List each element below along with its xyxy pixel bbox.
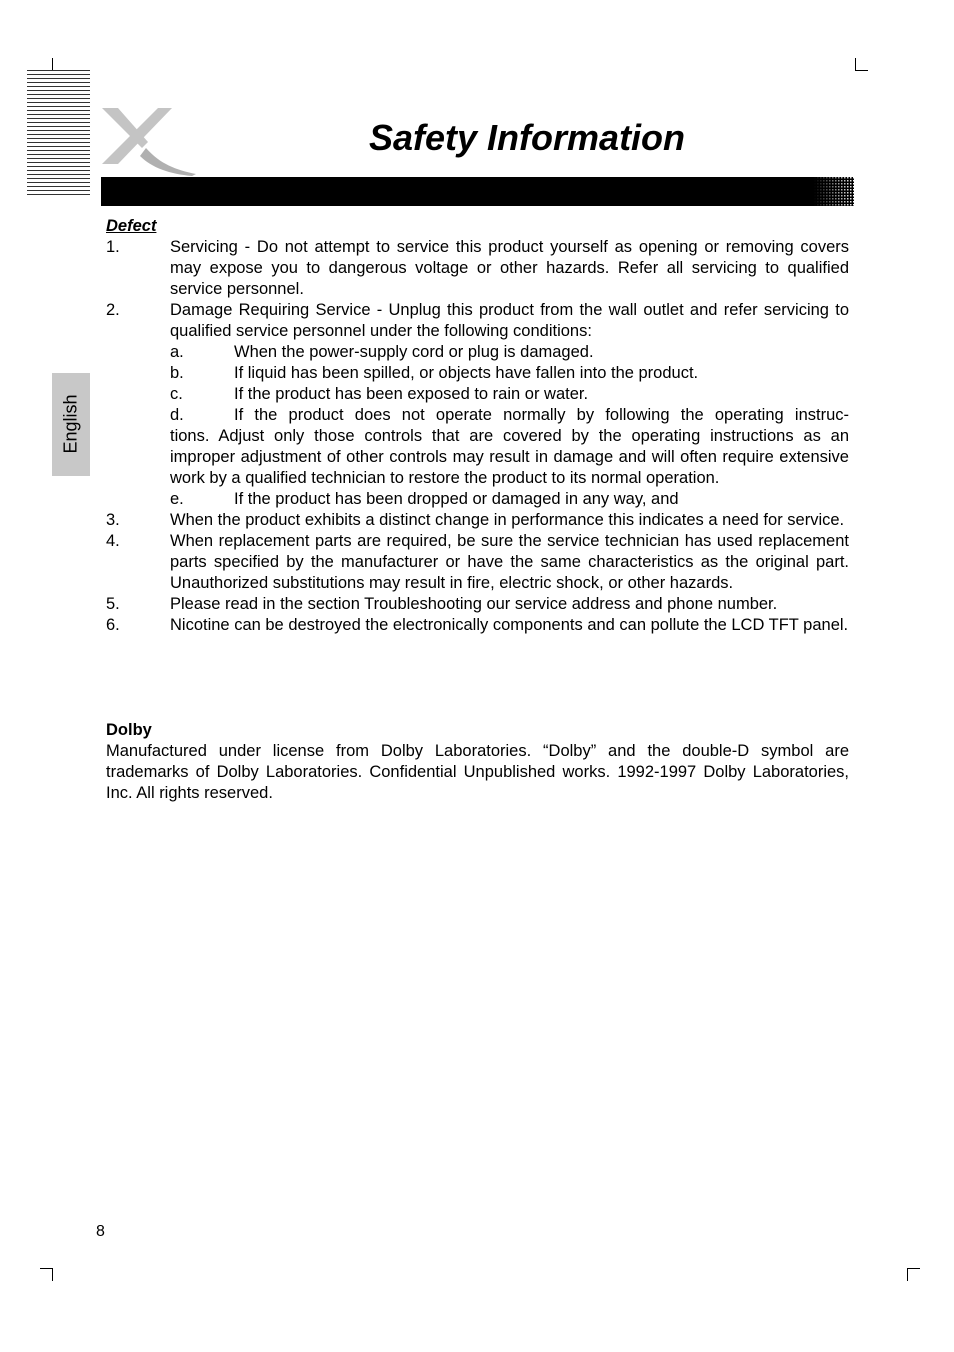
- sub-item: [170, 363, 849, 384]
- list-item-text: Servicing - Do not attempt to service this product yourself as opening or removing covers may expose you to dangerous voltage or other hazards. Refer all servicing to qualified service personnel.: [170, 238, 849, 298]
- title-bar: [101, 177, 854, 206]
- page-title: Safety Information: [369, 117, 686, 158]
- list-item-number: 4.: [106, 532, 120, 550]
- sub-item-letter: d.: [170, 406, 184, 424]
- list-item-text: Please read in the section Troubleshooting our service address and phone number.: [170, 595, 778, 613]
- list-item-number: 6.: [106, 616, 120, 634]
- sub-item: [170, 342, 849, 363]
- list-item: [106, 615, 849, 636]
- sub-item-text: If liquid has been spilled, or objects have fallen into the product.: [234, 364, 699, 382]
- list-item: [106, 237, 849, 300]
- list-item-number: 1.: [106, 238, 120, 256]
- list-item-text: When replacement parts are required, be sure the service technician has used replacement parts specified by the manufacturer or have the same characteristics as the original part. Unauthorized substitutions may result in fire, electric shock, or other hazards.: [170, 532, 849, 592]
- main-content: [106, 216, 849, 804]
- sub-item-text: If the product has been dropped or damaged in any way, and: [234, 490, 679, 508]
- list-item-body: [170, 300, 849, 510]
- crop-mark-bottom-left: [40, 1268, 53, 1281]
- list-item-number: 3.: [106, 511, 120, 529]
- sub-item-letter: a.: [170, 343, 184, 361]
- sub-item: [170, 489, 849, 510]
- sub-item: [170, 405, 849, 426]
- list-item: [106, 531, 849, 594]
- list-item: [106, 594, 849, 615]
- defect-heading: Defect: [106, 217, 157, 235]
- sub-item-text: If the product has been exposed to rain or water.: [234, 385, 589, 403]
- sub-item: [170, 384, 849, 405]
- page-number: 8: [96, 1223, 105, 1240]
- dolby-heading: Dolby: [106, 721, 152, 739]
- list-item: [106, 300, 849, 510]
- dolby-text: Manufactured under license from Dolby Laboratories. “Dolby” and the double-D symbol are trademarks of Dolby Laboratories. Confidential Unpublished works. 1992-1997 Dolby Laboratories, Inc. All rights reserved.: [106, 742, 849, 802]
- sub-item-text: If the product does not operate normally by following the operating instruc-: [234, 406, 849, 424]
- header-stripes: [27, 70, 90, 200]
- list-item-text: Damage Requiring Service - Unplug this product from the wall outlet and refer servicing to qualified service personnel under the following conditions:: [170, 301, 849, 340]
- list-item-number: 2.: [106, 301, 120, 319]
- crop-mark-bottom-right: [907, 1268, 920, 1281]
- list-item-number: 5.: [106, 595, 120, 613]
- bar-dot-pattern: [814, 177, 854, 206]
- sub-item-letter: b.: [170, 364, 184, 382]
- list-item-text: When the product exhibits a distinct change in performance this indicates a need for service.: [170, 511, 845, 529]
- sub-item-letter: c.: [170, 385, 183, 403]
- list-item-text: Nicotine can be destroyed the electronically components and can pollute the LCD TFT panel.: [170, 616, 849, 634]
- language-tab: [52, 373, 90, 476]
- list-item: [106, 510, 849, 531]
- brand-x-logo: [98, 104, 198, 176]
- sub-item-continuation: tions. Adjust only those controls that are covered by the operating instructions as an improper adjustment of other controls may result in damage and will often require extensive work by a qualified technician to restore the product to its normal operation.: [170, 427, 849, 487]
- crop-mark-top-right: [855, 58, 868, 71]
- sub-item-letter: e.: [170, 490, 184, 508]
- language-tab-label: English: [60, 394, 81, 454]
- sub-item-text: When the power-supply cord or plug is damaged.: [234, 343, 594, 361]
